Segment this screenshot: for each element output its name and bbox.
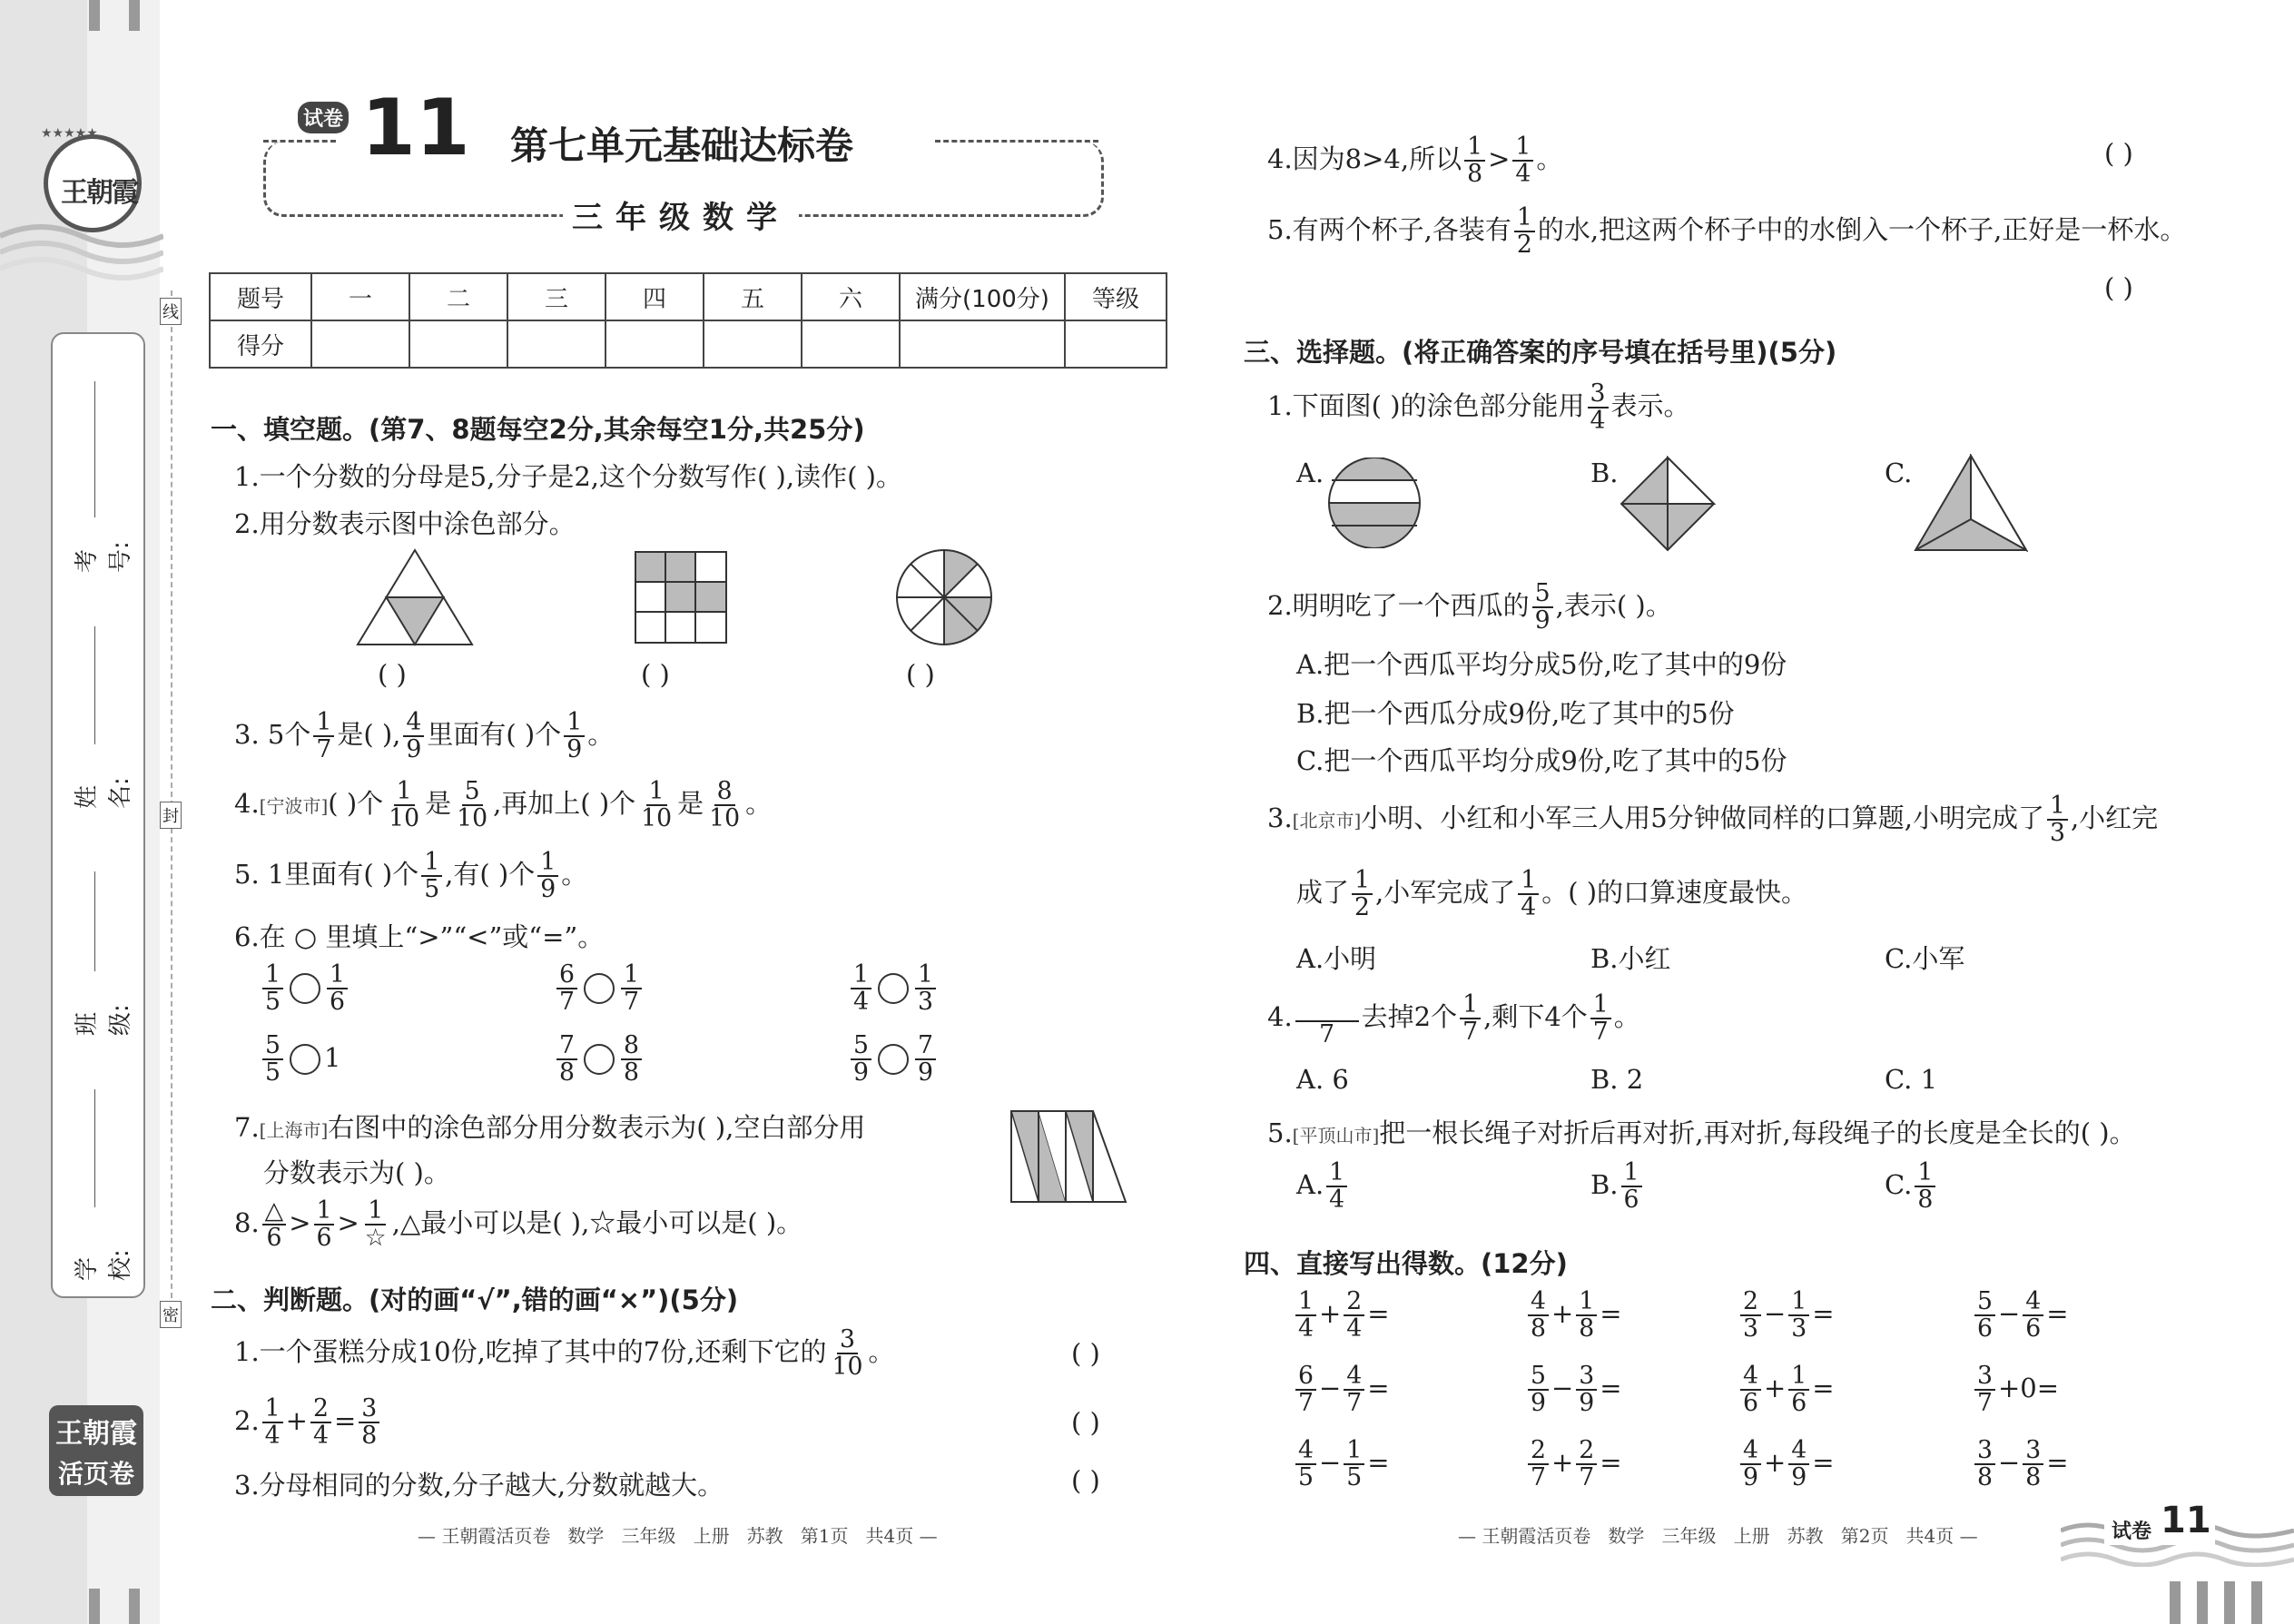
score-header-cell: 三 [507,273,605,320]
score-cell[interactable] [1065,320,1167,368]
score-cell[interactable] [507,320,605,368]
calc-item[interactable]: $\frac{2}{7}$ + $\frac{2}{7}$ = [1525,1438,1622,1491]
s1-q5: 5. 1里面有( )个 $\frac{1}{5}$ ,有( )个 $\frac{1}{9}$ 。 [234,848,588,904]
calc-item[interactable]: $\frac{3}{7}$ +0= [1972,1363,2059,1416]
grid-figure [634,550,728,645]
compare-item[interactable]: $\frac{1}{5}$ $\frac{1}{6}$ [260,962,350,1015]
calc-item[interactable]: $\frac{4}{8}$ + $\frac{1}{8}$ = [1525,1289,1622,1342]
answer-paren[interactable]: ( ) [1071,1338,1100,1369]
s2-q4: 4.因为8>4,所以 $\frac{1}{8}$ > $\frac{1}{4}$ 。 [1267,133,1563,189]
s3-q2-option[interactable]: C.把一个西瓜平均分成9份,吃了其中的5份 [1296,745,1787,776]
s3-q5-option[interactable]: A. $\frac{1}{4}$ [1296,1160,1350,1213]
score-header-cell: 二 [409,273,507,320]
s3-q1-option[interactable]: A. [1296,458,1324,488]
compare-item[interactable]: $\frac{1}{4}$ $\frac{1}{3}$ [848,962,939,1015]
score-table-score-row [210,320,1167,368]
score-header-cell: 四 [605,273,704,320]
triangle-figure [356,548,474,646]
score-cell[interactable] [802,320,900,368]
calc-item[interactable]: $\frac{1}{4}$ + $\frac{2}{4}$ = [1293,1289,1390,1342]
footer-number: 11 [2161,1500,2211,1541]
section3-title: 三、选择题。(将正确答案的序号填在括号里)(5分) [1244,337,1837,368]
seal-char-mi: 密 [160,1301,182,1328]
answer-paren[interactable]: ( ) [2104,138,2133,169]
section2-title: 二、判断题。(对的画“√”,错的画“×”)(5分) [211,1284,739,1315]
calc-item[interactable]: $\frac{6}{7}$ − $\frac{4}{7}$ = [1293,1363,1390,1416]
seal-char-xian: 线 [160,298,182,325]
calc-item[interactable]: $\frac{2}{3}$ − $\frac{1}{3}$ = [1738,1289,1835,1342]
score-header-cell: 题号 [210,273,311,320]
s2-q5: 5.有两个杯子,各装有 $\frac{1}{2}$ 的水,把这两个杯子中的水倒入一个杯子,正好是一杯水。 [1267,203,2187,260]
score-cell[interactable] [311,320,409,368]
s1-q1: 1.一个分数的分母是5,分子是2,这个分数写作( ),读作( )。 [234,461,902,492]
compare-item[interactable]: $\frac{7}{8}$ $\frac{8}{8}$ [554,1033,645,1086]
s3-q4-option[interactable]: A. 6 [1296,1064,1349,1095]
s3-q1-option[interactable]: B. [1590,458,1619,488]
s3-q2: 2.明明吃了一个西瓜的 $\frac{5}{9}$ ,表示( )。 [1267,579,1672,635]
s3-q4-option[interactable]: B. 2 [1590,1064,1644,1095]
seal-line [171,290,172,1307]
circle-figure [895,548,993,646]
s3-q1-option[interactable]: C. [1885,458,1913,488]
s3-q5-option[interactable]: B. $\frac{1}{6}$ [1590,1160,1645,1213]
diamond-figure [1620,456,1716,552]
footer-badge: 试卷 [2112,1521,2152,1543]
s1-q7: 7.[上海市]右图中的涂色部分用分数表示为( ),空白部分用 [234,1112,866,1143]
s1-q7-cont: 分数表示为( )。 [263,1157,450,1188]
answer-paren[interactable]: ( ) [1071,1465,1100,1496]
s3-q3-option[interactable]: C.小军 [1885,943,1965,974]
answer-paren[interactable]: ( ) [641,659,670,690]
section4-title: 四、直接写出得数。(12分) [1244,1248,1568,1279]
brand-logo-bottom: 王朝霞 活页卷 [49,1405,143,1496]
calc-item[interactable]: $\frac{3}{8}$ − $\frac{3}{8}$ = [1972,1438,2069,1491]
answer-paren[interactable]: ( ) [2104,272,2133,303]
brand-seal-text: 王朝霞 [61,177,137,209]
s3-q2-option[interactable]: A.把一个西瓜平均分成5份,吃了其中的9份 [1296,649,1787,680]
s3-q3-option[interactable]: A.小明 [1296,943,1377,974]
score-header-cell: 等级 [1065,273,1167,320]
score-header-cell: 五 [704,273,802,320]
parallelogram-figure [1009,1109,1127,1204]
calc-item[interactable]: $\frac{5}{9}$ − $\frac{3}{9}$ = [1525,1363,1622,1416]
name-field[interactable]: 姓名: [69,626,123,862]
compare-item[interactable]: $\frac{5}{9}$ $\frac{7}{9}$ [848,1033,939,1086]
score-header-cell: 六 [802,273,900,320]
s3-q1: 1.下面图( )的涂色部分能用 $\frac{3}{4}$ 表示。 [1267,379,1690,436]
answer-paren[interactable]: ( ) [378,659,407,690]
s2-q2: 2. $\frac{1}{4}$ + $\frac{2}{4}$ = $\frac{3}{8}$ [234,1396,382,1449]
score-cell[interactable] [605,320,704,368]
score-row-label: 得分 [210,320,311,368]
footer-left: — 王朝霞活页卷 数学 三年级 上册 苏教 第1页 共4页 — [418,1525,938,1547]
s1-q2: 2.用分数表示图中涂色部分。 [234,508,576,539]
s3-q3-option[interactable]: B.小红 [1590,943,1671,974]
brand-seal-logo: 王朝霞 ★★★★★ [44,134,142,232]
s2-q1: 1.一个蛋糕分成10份,吃掉了其中的7份,还剩下它的 $\frac{3}{10}$ 。 [234,1325,895,1382]
calc-item[interactable]: $\frac{5}{6}$ − $\frac{4}{6}$ = [1972,1289,2069,1342]
s2-q3: 3.分母相同的分数,分子越大,分数就越大。 [234,1470,724,1501]
footer-right: — 王朝霞活页卷 数学 三年级 上册 苏教 第2页 共4页 — [1458,1525,1978,1547]
answer-paren[interactable]: ( ) [906,659,935,690]
score-cell[interactable] [409,320,507,368]
calc-item[interactable]: $\frac{4}{6}$ + $\frac{1}{6}$ = [1738,1363,1835,1416]
score-header-cell: 一 [311,273,409,320]
s1-q6: 6.在 ○ 里填上“>”“<”或“=”。 [234,921,605,952]
score-header-cell: 满分(100分) [900,273,1065,320]
class-field[interactable]: 班级: [69,871,123,1071]
calc-item[interactable]: $\frac{4}{9}$ + $\frac{4}{9}$ = [1738,1438,1835,1491]
s3-q4-option[interactable]: C. 1 [1885,1064,1938,1095]
s3-q3-cont: 成了 $\frac{1}{2}$ ,小军完成了 $\frac{1}{4}$ 。( )的口算速度最快。 [1296,866,1808,922]
s3-q5: 5.[平顶山市]把一根长绳子对折后再对折,再对折,每段绳子的长度是全长的( )。 [1267,1117,2136,1148]
compare-item[interactable]: $\frac{5}{5}$ 1 [260,1033,340,1086]
compare-item[interactable]: $\frac{6}{7}$ $\frac{1}{7}$ [554,962,645,1015]
score-cell[interactable] [704,320,802,368]
s3-q2-option[interactable]: B.把一个西瓜分成9份,吃了其中的5份 [1296,698,1735,729]
exam-number-field[interactable]: 考号: [69,381,123,617]
seal-char-feng: 封 [160,802,182,829]
page-title: 第七单元基础达标卷 [501,116,862,171]
exam-badge: 试卷 [298,102,349,133]
frame-top-right [935,140,1098,143]
section1-title: 一、填空题。(第7、8题每空2分,其余每空1分,共25分) [211,414,865,445]
answer-paren[interactable]: ( ) [1071,1407,1100,1438]
score-cell[interactable] [900,320,1065,368]
score-table [209,272,1167,369]
calc-item[interactable]: $\frac{4}{5}$ − $\frac{1}{5}$ = [1293,1438,1390,1491]
exam-number: 11 [361,83,470,173]
s3-q5-option[interactable]: C. $\frac{1}{8}$ [1885,1160,1938,1213]
school-field[interactable]: 学校: [69,1089,123,1289]
s3-q4: 4. 7 去掉2个 $\frac{1}{7}$ ,剩下4个 $\frac{1}{7}$ 。 [1267,990,1640,1049]
s1-q3: 3. 5个 $\frac{1}{7}$ 是( ), $\frac{4}{9}$ 里面有( )个 $\frac{1}{9}$ 。 [234,708,615,764]
s1-q8: 8. $\frac{\triangle}{6}$ > $\frac{1}{6}$ > $\frac{1}{☆}$ ,△最小可以是( ),☆最小可以是( )。 [234,1196,803,1253]
triangle-c-figure [1914,454,2028,554]
s3-q3: 3.[北京市]小明、小红和小军三人用5分钟做同样的口算题,小明完成了 $\frac{1}{3}$ ,小红完 [1267,792,2159,848]
frame-top-left [263,140,336,143]
score-table-header-row [210,273,1167,320]
wave-decoration [0,218,163,281]
striped-circle-figure [1325,458,1423,548]
page-subtitle: 三年级数学 [563,192,799,237]
s1-q4: 4.[宁波市]( )个 $\frac{1}{10}$ 是 $\frac{5}{10}$ ,再加上( )个 $\frac{1}{10}$ 是 $\frac{8}{10}$ 。 [234,777,773,833]
